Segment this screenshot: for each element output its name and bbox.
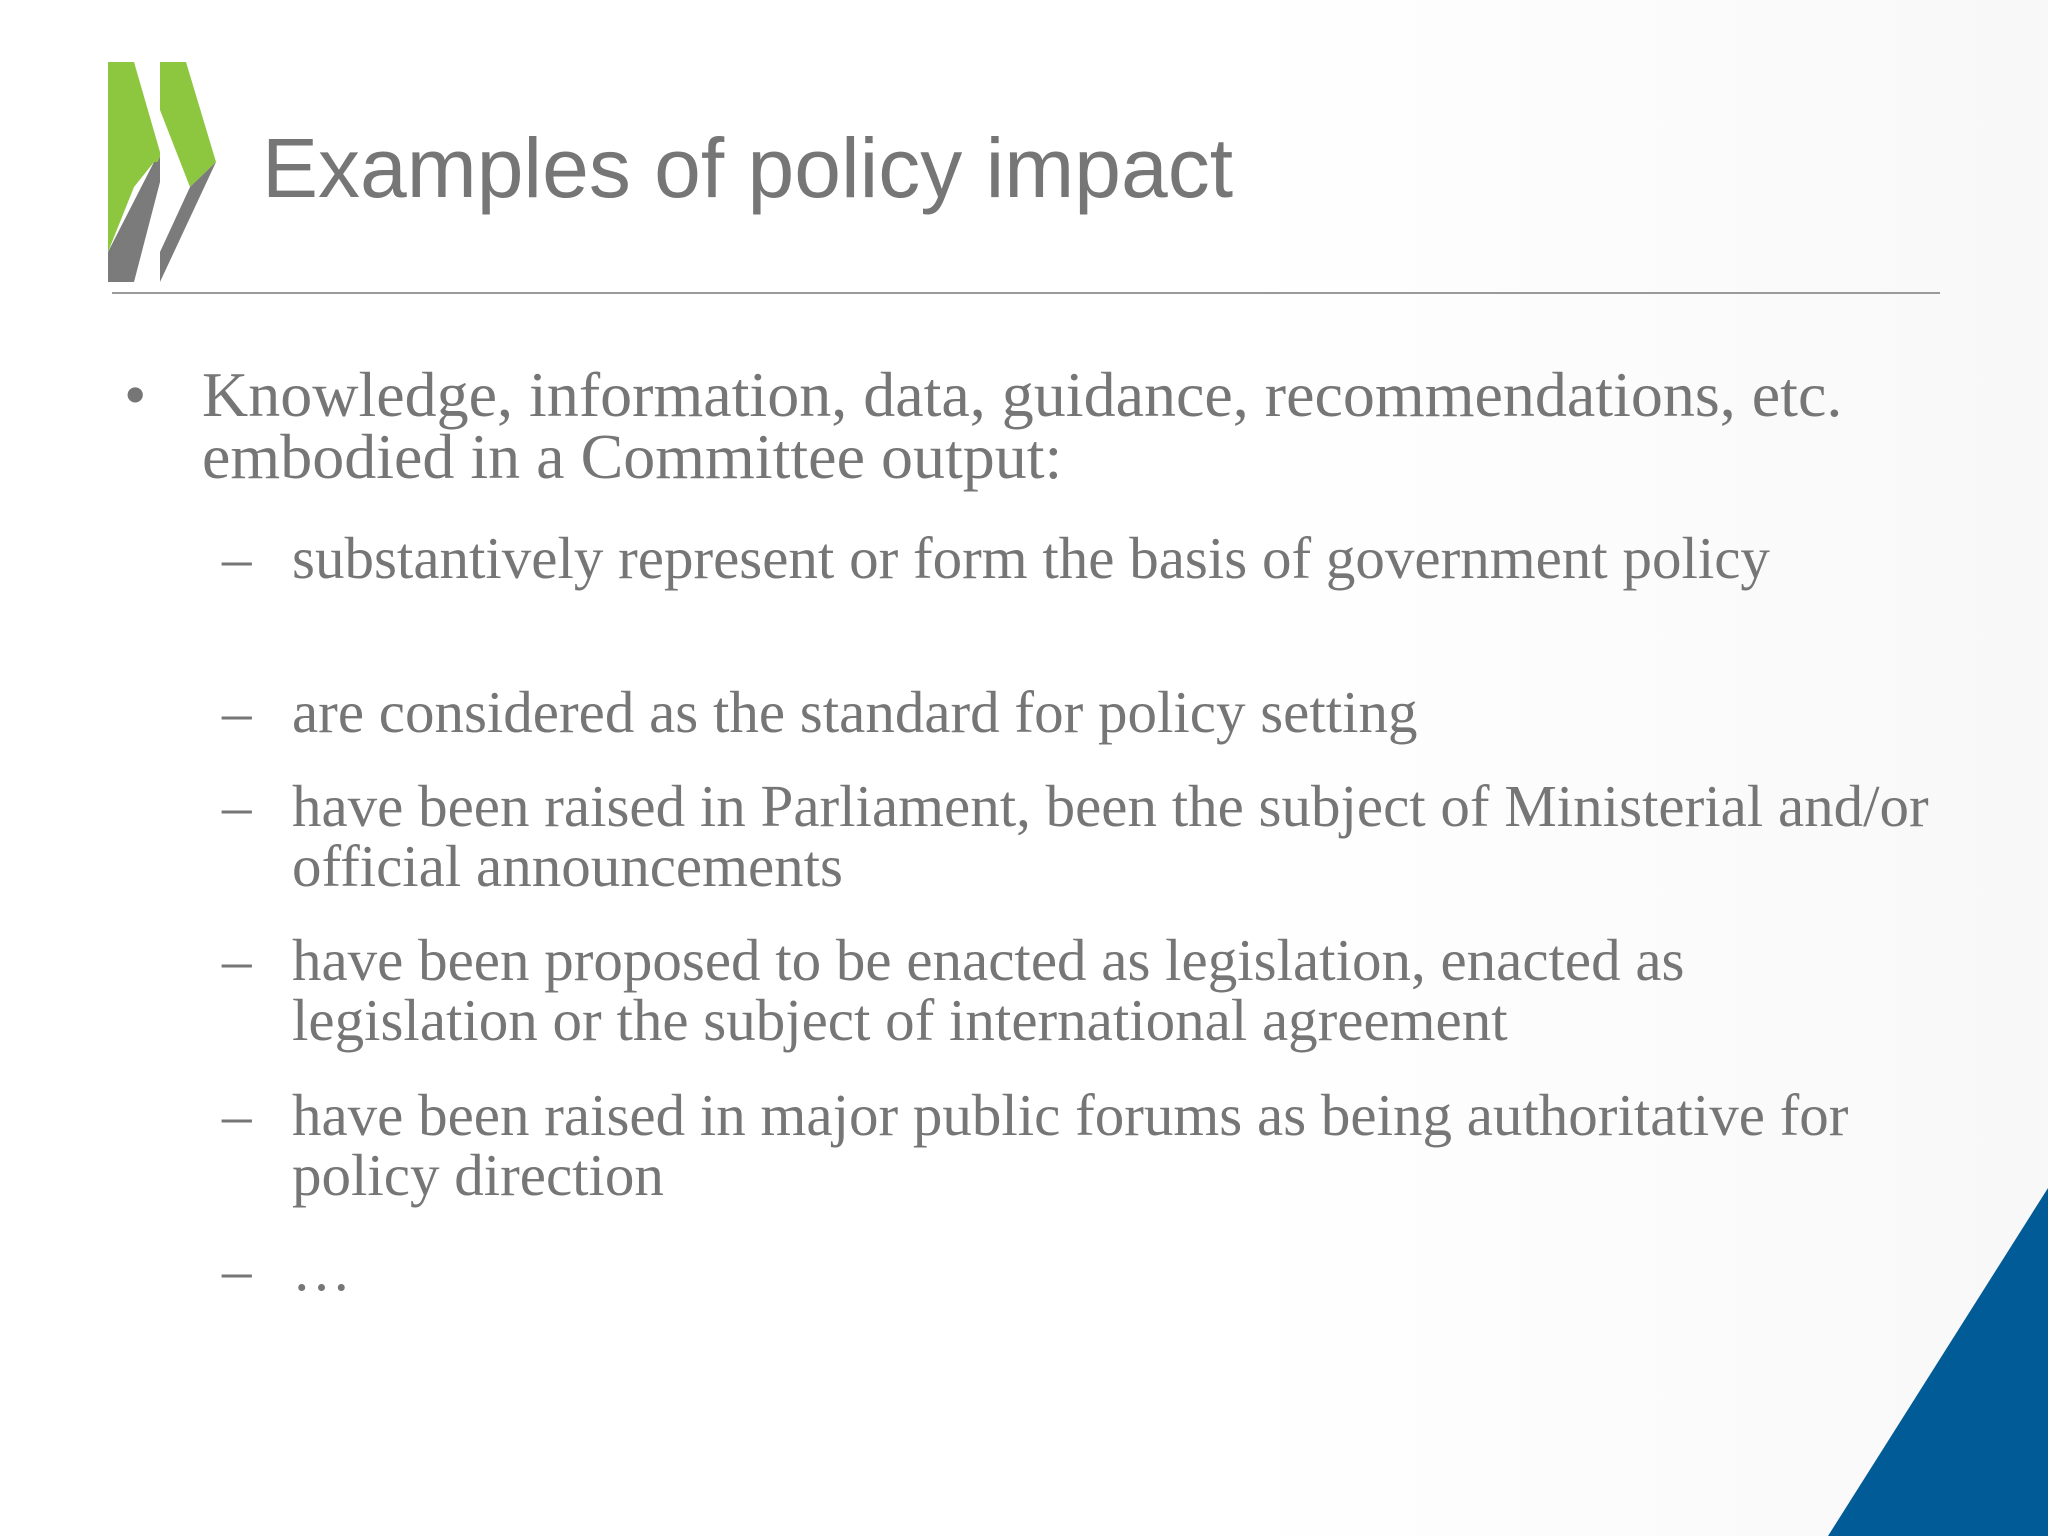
sub-item-text: have been raised in Parliament, been the subject of Ministerial and/or official announcements <box>292 773 1929 899</box>
sub-item-marker: – <box>222 1082 252 1148</box>
sub-item-text: substantively represent or form the basis of government policy <box>292 525 1770 591</box>
chevrons-logo-icon <box>108 62 220 282</box>
corner-triangle-decoration <box>1828 1188 2048 1536</box>
title-divider <box>112 292 1940 294</box>
bullet-text: Knowledge, information, data, guidance, recommendations, etc. embodied in a Committee output: <box>202 359 1843 492</box>
sub-item-marker: – <box>222 525 252 591</box>
sub-item-marker: – <box>222 927 252 993</box>
sub-item-text: … <box>292 1237 351 1303</box>
sub-item-text: have been raised in major public forums as being authoritative for policy direction <box>292 1082 1849 1208</box>
logo-right-upper <box>160 62 216 187</box>
bullet-marker: • <box>124 359 147 430</box>
slide-title: Examples of policy impact <box>262 121 1234 215</box>
sub-item-text: have been proposed to be enacted as legislation, enacted as legislation or the subject of international agreement <box>292 927 1685 1053</box>
sub-item-marker: – <box>222 773 252 839</box>
sub-item-text: are considered as the standard for policy setting <box>292 679 1418 745</box>
sub-item-marker: – <box>222 1237 252 1303</box>
sub-item-marker: – <box>222 679 252 745</box>
